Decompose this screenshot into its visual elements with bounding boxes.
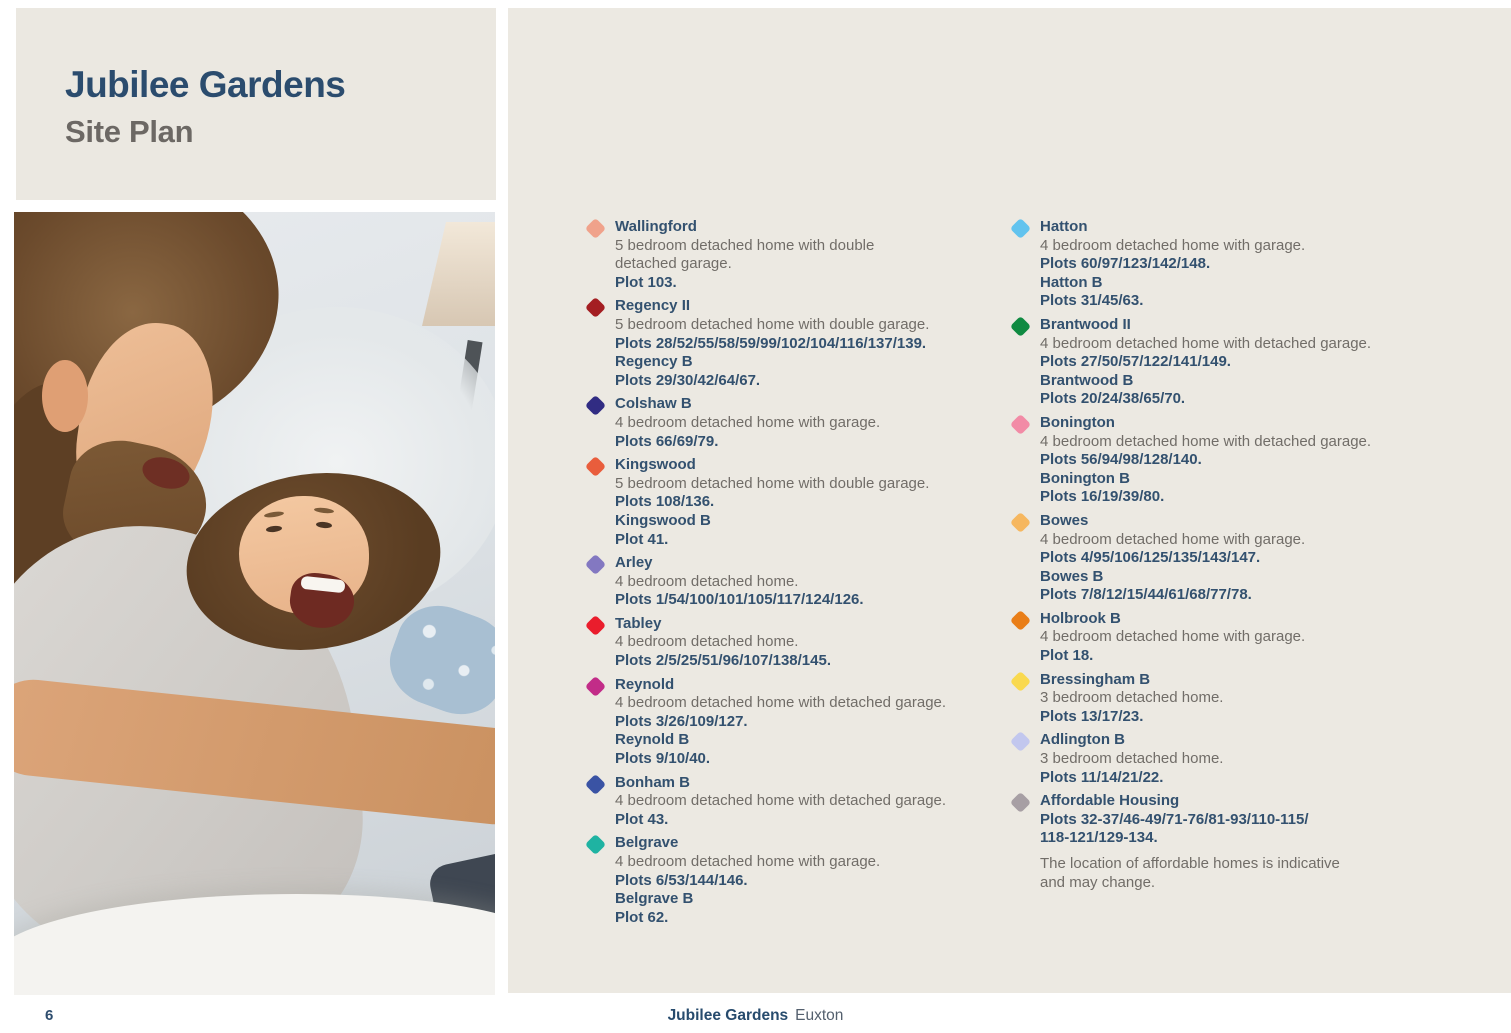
house-type-diamond-icon [1010, 218, 1031, 239]
house-type-description: 5 bedroom detached home with double [615, 236, 875, 254]
house-type-diamond-icon [585, 297, 606, 318]
house-type-diamond-icon [585, 218, 606, 239]
house-type-description: 4 bedroom detached home. [615, 633, 799, 651]
plot-numbers: Plots 13/17/23. [1040, 707, 1144, 725]
house-type-name: Brantwood II [1040, 315, 1131, 333]
page-number: 6 [45, 1007, 54, 1024]
house-type-diamond-icon [585, 395, 606, 416]
plot-numbers: 118-121/129-134. [1040, 829, 1158, 847]
plot-numbers: Plots 7/8/12/15/44/61/68/77/78. [1040, 586, 1252, 604]
affordable-housing-note: The location of affordable homes is indicative [1040, 855, 1340, 872]
legend-entry [585, 554, 990, 610]
house-type-description: 4 bedroom detached home. [615, 572, 799, 590]
legend-entry [1010, 610, 1455, 666]
footer-location: Euxton [795, 1007, 844, 1024]
house-variant-name: Belgrave B [615, 890, 694, 908]
legend-entry [585, 615, 990, 671]
page-subtitle: Site Plan [65, 114, 194, 149]
legend-entry [1010, 414, 1455, 507]
house-type-name: Bonham B [615, 773, 690, 791]
house-type-name: Hatton [1040, 218, 1088, 235]
legend-column-left [585, 218, 990, 932]
house-type-description: 4 bedroom detached home with garage. [1040, 236, 1306, 254]
legend-entry [1010, 671, 1455, 727]
plot-numbers: Plots 9/10/40. [615, 750, 711, 768]
plot-numbers: Plots 6/53/144/146. [615, 871, 748, 889]
legend-entry [585, 218, 990, 292]
house-type-name: Bowes [1040, 511, 1089, 529]
house-variant-name: Reynold B [615, 731, 690, 749]
page-title: Jubilee Gardens [65, 64, 346, 105]
house-type-description: detached garage. [615, 255, 732, 273]
house-type-description: 5 bedroom detached home with double garage. [615, 474, 930, 492]
plot-numbers: Plots 2/5/25/51/96/107/138/145. [615, 652, 831, 670]
house-type-diamond-icon [585, 676, 606, 697]
house-type-description: 4 bedroom detached home with garage. [615, 413, 881, 431]
legend-entry [585, 395, 990, 451]
plot-numbers: Plot 43. [615, 810, 669, 828]
plot-numbers: Plots 28/52/55/58/59/99/102/104/116/137/139. [615, 334, 927, 352]
legend-entry [1010, 316, 1455, 409]
photo-father-ear [42, 360, 88, 432]
plot-numbers: Plot 103. [615, 273, 677, 291]
plot-numbers: Plots 32-37/46-49/71-76/81-93/110-115/ [1040, 810, 1309, 828]
house-type-diamond-icon [585, 554, 606, 575]
house-type-name: Holbrook B [1040, 609, 1121, 627]
legend-entry [1010, 731, 1455, 787]
affordable-housing-note: and may change. [1040, 873, 1156, 891]
house-type-diamond-icon [1010, 610, 1031, 631]
house-type-name: Bressingham B [1040, 670, 1151, 688]
house-type-description: 4 bedroom detached home with detached garage. [615, 694, 947, 712]
house-type-name: Belgrave [615, 834, 679, 852]
house-type-description: 3 bedroom detached home. [1040, 750, 1224, 768]
legend-entry [585, 456, 990, 549]
house-type-description: 4 bedroom detached home with garage. [1040, 530, 1306, 548]
house-type-description: 4 bedroom detached home with garage. [615, 853, 881, 870]
plot-numbers: Plots 31/45/63. [1040, 292, 1144, 310]
house-type-diamond-icon [1010, 512, 1031, 533]
house-variant-name: Bowes B [1040, 567, 1104, 585]
house-type-name: Colshaw B [615, 395, 692, 413]
legend-entry [585, 297, 990, 390]
plot-numbers: Plots 27/50/57/122/141/149. [1040, 353, 1231, 371]
plot-numbers: Plots 3/26/109/127. [615, 712, 748, 730]
lifestyle-photo [14, 212, 495, 995]
plot-numbers: Plots 108/136. [615, 493, 715, 511]
plot-numbers: Plots 16/19/39/80. [1040, 488, 1165, 506]
plot-numbers: Plots 20/24/38/65/70. [1040, 390, 1186, 408]
legend-entry [585, 774, 990, 830]
house-type-description: 4 bedroom detached home with detached garage. [1040, 334, 1372, 352]
legend-entry [585, 834, 990, 927]
legend-entry [1010, 218, 1455, 311]
house-type-diamond-icon [585, 774, 606, 795]
house-variant-name: Kingswood B [615, 511, 711, 529]
plot-numbers: Plots 4/95/106/125/135/143/147. [1040, 549, 1261, 567]
site-plan-legend-panel [508, 8, 1511, 993]
plot-numbers: Plots 66/69/79. [615, 432, 719, 450]
house-type-name: Tabley [615, 614, 662, 632]
house-type-diamond-icon [1010, 731, 1031, 752]
plot-numbers: Plot 41. [615, 530, 669, 548]
plot-numbers: Plots 29/30/42/64/67. [615, 371, 761, 389]
legend-entry [1010, 792, 1455, 892]
legend-entry [585, 676, 990, 769]
house-type-name: Affordable Housing [1040, 792, 1180, 810]
house-variant-name: Brantwood B [1040, 371, 1134, 389]
house-variant-name: Bonington B [1040, 469, 1130, 487]
plot-numbers: Plots 60/97/123/142/148. [1040, 255, 1211, 273]
title-block [16, 8, 496, 200]
house-type-diamond-icon [585, 456, 606, 477]
house-type-description: 4 bedroom detached home with garage. [1040, 628, 1306, 646]
house-type-name: Adlington B [1040, 731, 1125, 749]
house-type-name: Regency II [615, 297, 691, 315]
house-type-description: 3 bedroom detached home. [1040, 689, 1224, 707]
plot-numbers: Plots 56/94/98/128/140. [1040, 451, 1202, 469]
house-variant-name: Hatton B [1040, 273, 1103, 291]
house-variant-name: Regency B [615, 353, 693, 371]
footer [0, 1007, 1511, 1025]
house-type-diamond-icon [1010, 414, 1031, 435]
plot-numbers: Plots 11/14/21/22. [1040, 768, 1164, 786]
house-type-name: Arley [615, 554, 653, 572]
house-type-description: 5 bedroom detached home with double garage. [615, 315, 930, 333]
house-type-diamond-icon [1010, 671, 1031, 692]
plot-numbers: Plots 1/54/100/101/105/117/124/126. [615, 591, 864, 609]
house-type-diamond-icon [585, 615, 606, 636]
house-type-diamond-icon [1010, 316, 1031, 337]
plot-numbers: Plot 18. [1040, 647, 1094, 665]
house-type-name: Kingswood [615, 456, 696, 474]
house-type-diamond-icon [1010, 792, 1031, 813]
house-type-name: Bonington [1040, 413, 1115, 431]
house-type-diamond-icon [585, 834, 606, 855]
legend-column-right [1010, 218, 1455, 897]
house-type-description: 4 bedroom detached home with detached garage. [1040, 432, 1372, 450]
house-type-name: Wallingford [615, 218, 697, 235]
house-type-description: 4 bedroom detached home with detached garage. [615, 792, 947, 810]
legend-entry [1010, 512, 1455, 605]
plot-numbers: Plot 62. [615, 908, 669, 926]
footer-development-name: Jubilee Gardens [667, 1007, 789, 1024]
house-type-name: Reynold [615, 675, 675, 693]
